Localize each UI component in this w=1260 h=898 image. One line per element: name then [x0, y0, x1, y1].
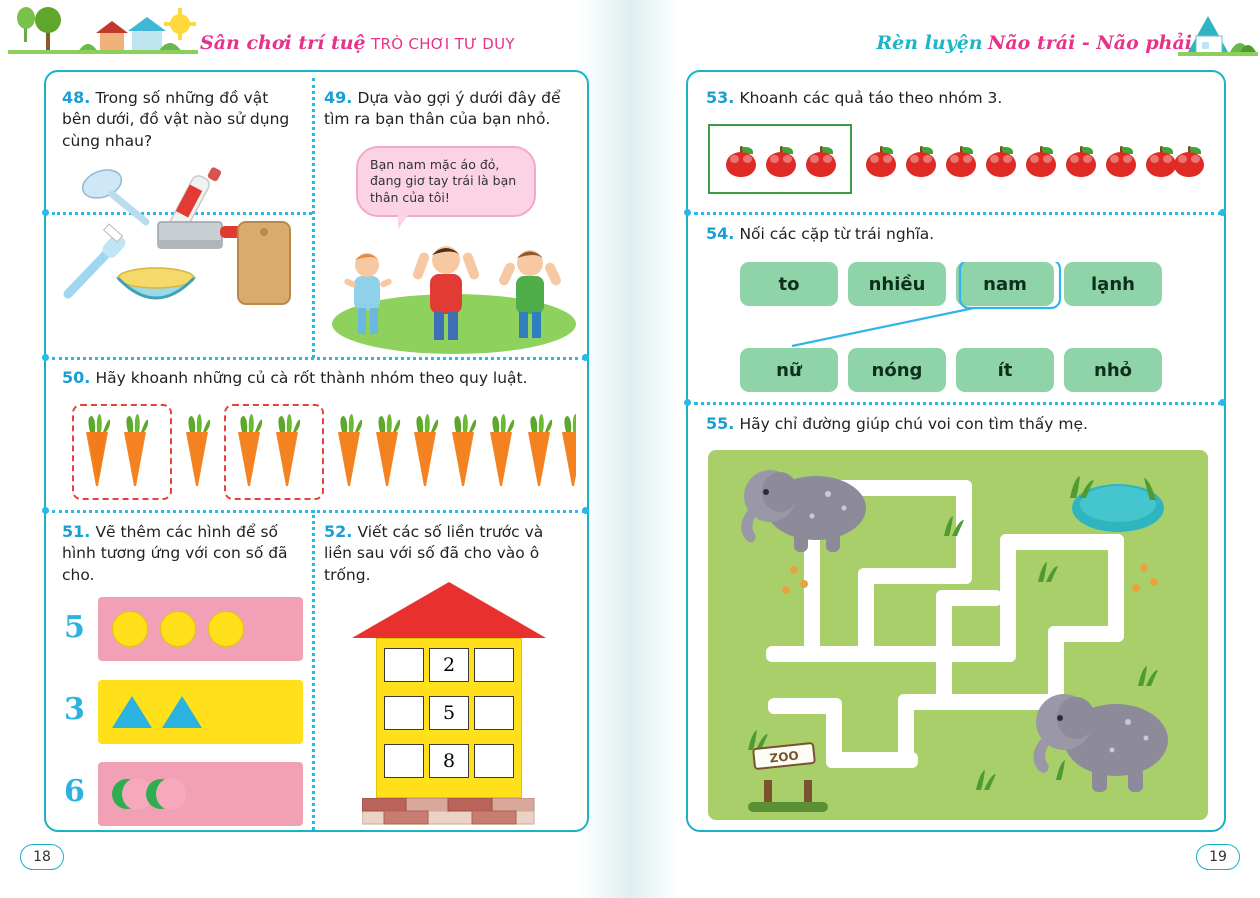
svg-text:ZOO: ZOO	[768, 748, 800, 766]
word-pill-nong[interactable]: nóng	[848, 348, 946, 392]
q50-carrot-row	[64, 402, 576, 502]
right-header-title	[876, 32, 1192, 54]
apple	[986, 146, 1016, 176]
q49-kids-scene	[326, 218, 582, 358]
shape-triangle	[112, 696, 152, 728]
shape-triangle	[162, 696, 202, 728]
q52-number: 52.	[324, 522, 353, 541]
q51-number: 51.	[62, 522, 91, 541]
question-50	[62, 368, 572, 389]
baby-elephant	[1034, 694, 1169, 792]
q51-strip-3[interactable]	[98, 762, 303, 826]
dot-end-r4	[1219, 399, 1226, 406]
q54-word-pairs	[728, 262, 1198, 392]
q49-bubble-text: Bạn nam mặc áo đỏ, đang giơ tay trái là bạn thân của tôi!	[370, 157, 517, 205]
shape-circle	[112, 611, 148, 647]
question-54	[706, 224, 1206, 245]
window-cell-given[interactable]: 5	[429, 696, 469, 730]
shape-crescent	[146, 779, 176, 809]
left-content-frame	[44, 70, 589, 832]
header-script-left: Sân chơi trí tuệ	[200, 32, 366, 54]
right-content-frame	[686, 70, 1226, 832]
cutting-board-icon	[238, 222, 290, 304]
question-55	[706, 414, 1206, 435]
apple	[1026, 146, 1056, 176]
q52-house	[334, 582, 564, 830]
dot-end-4	[582, 507, 589, 514]
q52-text: Viết các số liền trước và liền sau với số đã cho vào ô trống.	[324, 523, 544, 584]
spoon-icon	[79, 166, 146, 222]
shape-crescent	[112, 779, 142, 809]
dot-end-5	[42, 507, 49, 514]
q50-text: Hãy khoanh những củ cà rốt thành nhóm theo quy luật.	[95, 369, 528, 387]
dot-end-r3	[684, 399, 691, 406]
house-brick-base	[362, 798, 592, 838]
dot-end-r2	[1219, 209, 1226, 216]
apple	[726, 146, 756, 176]
header-scenery-left	[8, 4, 198, 66]
q55-maze[interactable]	[708, 450, 1208, 820]
word-pill-nam[interactable]: nam	[956, 262, 1054, 306]
q53-text: Khoanh các quả táo theo nhóm 3.	[739, 89, 1003, 107]
right-header	[630, 0, 1260, 66]
q48-number: 48.	[62, 88, 91, 107]
q48-objects	[60, 166, 310, 316]
apple	[806, 146, 836, 176]
q54-text: Nối các cặp từ trái nghĩa.	[739, 225, 935, 243]
question-52	[324, 522, 572, 586]
window-cell-given[interactable]: 2	[429, 648, 469, 682]
dot-end-1	[42, 209, 49, 216]
question-48	[62, 88, 300, 152]
q49-speech-bubble	[356, 146, 536, 217]
apple	[906, 146, 936, 176]
word-pill-nho[interactable]: nhỏ	[1064, 348, 1162, 392]
divider-h-r2	[694, 402, 1222, 405]
q51-strip-1[interactable]	[98, 597, 303, 661]
dot-end-3	[42, 354, 49, 361]
apple	[1174, 146, 1204, 176]
divider-h-3	[52, 510, 585, 513]
q53-number: 53.	[706, 88, 735, 107]
window-cell[interactable]	[384, 648, 424, 682]
toothbrush-icon	[68, 224, 128, 294]
question-49	[324, 88, 572, 131]
q55-text: Hãy chỉ đường giúp chú voi con tìm thấy mẹ.	[739, 415, 1088, 433]
divider-h-r1	[694, 212, 1222, 215]
header-plain-right: Não trái - Não phải	[988, 32, 1192, 54]
apple	[766, 146, 796, 176]
dot-end-2	[582, 354, 589, 361]
q54-number: 54.	[706, 224, 735, 243]
shape-circle	[160, 611, 196, 647]
divider-v-2	[312, 510, 315, 830]
carrot-group-circle-1	[72, 404, 172, 500]
q51-strip-2[interactable]	[98, 680, 303, 744]
apple	[1146, 146, 1176, 176]
carrot-group-circle-2	[224, 404, 324, 500]
apple	[1106, 146, 1136, 176]
q49-number: 49.	[324, 88, 353, 107]
shape-circle	[208, 611, 244, 647]
q49-text: Dựa vào gợi ý dưới đây để tìm ra bạn thân của bạn nhỏ.	[324, 89, 561, 129]
divider-v-1	[312, 78, 315, 358]
word-pill-to[interactable]: to	[740, 262, 838, 306]
window-cell[interactable]	[474, 744, 514, 778]
word-pill-it[interactable]: ít	[956, 348, 1054, 392]
page-number-left: 18	[20, 844, 64, 870]
window-cell-given[interactable]: 8	[429, 744, 469, 778]
question-53	[706, 88, 1206, 109]
q51-number-row-2: 3	[64, 692, 85, 727]
window-cell[interactable]	[384, 744, 424, 778]
right-page	[630, 0, 1260, 898]
word-pill-lanh[interactable]: lạnh	[1064, 262, 1162, 306]
q53-apple-row	[708, 124, 1208, 194]
header-plain-left: TRÒ CHƠI TƯ DUY	[371, 35, 515, 53]
dot-end-r1	[684, 209, 691, 216]
q55-number: 55.	[706, 414, 735, 433]
q48-text: Trong số những đồ vật bên dưới, đồ vật nào sử dụng cùng nhau?	[62, 89, 290, 150]
apple	[1066, 146, 1096, 176]
apple	[946, 146, 976, 176]
word-pill-nhieu[interactable]: nhiều	[848, 262, 946, 306]
window-cell[interactable]	[474, 648, 514, 682]
question-51	[62, 522, 300, 586]
q50-number: 50.	[62, 368, 91, 387]
house-roof	[352, 582, 546, 638]
zoo-sign-graphic	[748, 743, 828, 812]
q51-number-row-3: 6	[64, 774, 85, 809]
left-header	[0, 0, 630, 66]
q51-text: Vẽ thêm các hình để số hình tương ứng với con số đã cho.	[62, 523, 288, 584]
window-cell[interactable]	[474, 696, 514, 730]
left-header-title	[200, 32, 515, 54]
q51-number-row-1: 5	[64, 610, 85, 645]
page-number-right: 19	[1196, 844, 1240, 870]
header-script-right: Rèn luyện	[876, 32, 983, 54]
bowl-icon	[118, 268, 194, 298]
word-pill-nu[interactable]: nữ	[740, 348, 838, 392]
maze-graphic	[708, 450, 1208, 820]
apple	[866, 146, 896, 176]
window-cell[interactable]	[384, 696, 424, 730]
